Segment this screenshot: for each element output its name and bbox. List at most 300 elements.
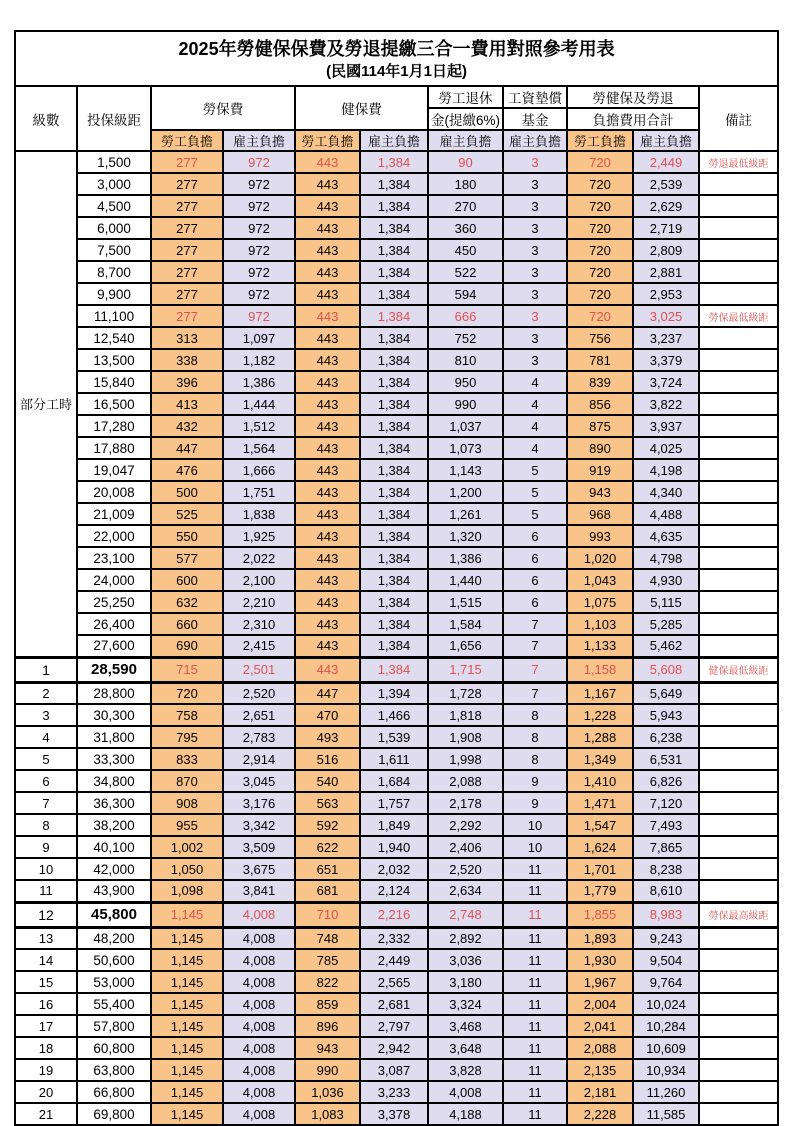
table-row [15,993,778,1015]
health-employer-cell: 1,384 [360,371,428,393]
labor-employee-cell: 758 [151,704,223,726]
bracket-cell: 4,500 [77,195,151,217]
table-row [15,927,778,949]
level-cell: 16 [15,993,77,1015]
level-cell: 20 [15,1081,77,1103]
health-employer-cell: 1,384 [360,217,428,239]
wage-fund-employer-cell: 5 [503,459,567,481]
wage-fund-employer-cell: 9 [503,770,567,792]
remark-cell [699,1081,778,1103]
health-employer-cell: 1,384 [360,503,428,525]
labor-employer-cell: 4,008 [223,971,295,993]
health-employer-cell: 1,384 [360,613,428,635]
bracket-cell: 36,300 [77,792,151,814]
pension-employer-cell: 594 [428,283,503,305]
remark-cell [699,261,778,283]
labor-employer-cell: 4,008 [223,1103,295,1125]
page-subtitle: (民國114年1月1日起) [326,63,467,81]
health-employer-cell: 2,216 [360,902,428,927]
total-employer-cell: 4,025 [633,437,699,459]
level-cell: 12 [15,902,77,927]
table-row [15,547,778,569]
subheader-health-employer: 雇主負擔 [360,130,428,151]
remark-cell [699,217,778,239]
labor-employer-cell: 2,415 [223,635,295,657]
bracket-cell: 7,500 [77,239,151,261]
labor-employer-cell: 972 [223,239,295,261]
remark-cell [699,437,778,459]
total-employer-cell: 2,881 [633,261,699,283]
wage-fund-employer-cell: 11 [503,902,567,927]
remark-cell [699,415,778,437]
health-employee-cell: 896 [295,1015,360,1037]
subheader-total-employer: 雇主負擔 [633,130,699,151]
wage-fund-employer-cell: 10 [503,814,567,836]
labor-employee-cell: 1,145 [151,971,223,993]
remark-cell [699,503,778,525]
total-employer-cell: 7,120 [633,792,699,814]
wage-fund-employer-cell: 6 [503,525,567,547]
pension-employer-cell: 2,748 [428,902,503,927]
pension-employer-cell: 1,818 [428,704,503,726]
labor-employee-cell: 955 [151,814,223,836]
total-employer-cell: 4,198 [633,459,699,481]
labor-employer-cell: 2,783 [223,726,295,748]
col-header-wage-fund-line2: 基金 [503,108,567,130]
wage-fund-employer-cell: 8 [503,704,567,726]
remark-cell [699,704,778,726]
wage-fund-employer-cell: 11 [503,880,567,902]
total-employer-cell: 2,953 [633,283,699,305]
health-employer-cell: 2,942 [360,1037,428,1059]
pension-employer-cell: 1,386 [428,547,503,569]
pension-employer-cell: 810 [428,349,503,371]
labor-employer-cell: 4,008 [223,1037,295,1059]
table-row [15,1015,778,1037]
labor-employer-cell: 1,512 [223,415,295,437]
health-employer-cell: 1,384 [360,261,428,283]
labor-employee-cell: 1,145 [151,902,223,927]
labor-employer-cell: 1,564 [223,437,295,459]
pension-employer-cell: 1,998 [428,748,503,770]
labor-employee-cell: 715 [151,657,223,682]
total-employer-cell: 2,539 [633,173,699,195]
health-employer-cell: 1,384 [360,437,428,459]
labor-employer-cell: 2,022 [223,547,295,569]
pension-employer-cell: 3,180 [428,971,503,993]
health-employee-cell: 785 [295,949,360,971]
bracket-cell: 3,000 [77,173,151,195]
col-header-remark: 備註 [699,86,778,151]
table-row [15,949,778,971]
remark-cell [699,349,778,371]
health-employer-cell: 2,332 [360,927,428,949]
health-employer-cell: 1,466 [360,704,428,726]
table-row [15,1059,778,1081]
health-employee-cell: 443 [295,195,360,217]
level-cell: 7 [15,792,77,814]
health-employee-cell: 710 [295,902,360,927]
labor-employee-cell: 1,098 [151,880,223,902]
health-employer-cell: 1,384 [360,525,428,547]
wage-fund-employer-cell: 11 [503,927,567,949]
pension-employer-cell: 270 [428,195,503,217]
labor-employee-cell: 413 [151,393,223,415]
health-employee-cell: 443 [295,613,360,635]
col-header-total-line2: 負擔費用合計 [567,108,699,130]
remark-cell: 勞保最高級距 [699,902,778,927]
health-employer-cell: 2,681 [360,993,428,1015]
total-employer-cell: 2,629 [633,195,699,217]
bracket-cell: 17,280 [77,415,151,437]
pension-employer-cell: 522 [428,261,503,283]
labor-employee-cell: 1,145 [151,1015,223,1037]
labor-employee-cell: 795 [151,726,223,748]
total-employee-cell: 1,158 [567,657,633,682]
bracket-cell: 63,800 [77,1059,151,1081]
labor-employee-cell: 577 [151,547,223,569]
total-employer-cell: 6,826 [633,770,699,792]
remark-cell [699,726,778,748]
health-employer-cell: 1,384 [360,173,428,195]
level-cell-part-time: 部分工時 [15,151,77,657]
labor-employer-cell: 1,751 [223,481,295,503]
subheader-labor-employer: 雇主負擔 [223,130,295,151]
table-row [15,836,778,858]
table-row [15,283,778,305]
table-row [15,1081,778,1103]
labor-employee-cell: 690 [151,635,223,657]
table-row [15,682,778,704]
wage-fund-employer-cell: 3 [503,261,567,283]
bracket-cell: 57,800 [77,1015,151,1037]
table-row [15,327,778,349]
pension-employer-cell: 180 [428,173,503,195]
wage-fund-employer-cell: 7 [503,682,567,704]
health-employer-cell: 1,757 [360,792,428,814]
bracket-cell: 6,000 [77,217,151,239]
bracket-cell: 21,009 [77,503,151,525]
bracket-cell: 13,500 [77,349,151,371]
total-employee-cell: 993 [567,525,633,547]
labor-employer-cell: 972 [223,151,295,173]
labor-employer-cell: 4,008 [223,949,295,971]
total-employer-cell: 10,934 [633,1059,699,1081]
bracket-cell: 42,000 [77,858,151,880]
total-employee-cell: 1,167 [567,682,633,704]
col-header-wage-fund-line1: 工資墊償 [503,86,567,108]
bracket-cell: 23,100 [77,547,151,569]
labor-employee-cell: 908 [151,792,223,814]
pension-employer-cell: 1,037 [428,415,503,437]
health-employer-cell: 1,384 [360,393,428,415]
remark-cell [699,591,778,613]
page-title: 2025年勞健保保費及勞退提繳三合一費用對照參考用表 [178,39,615,60]
labor-employer-cell: 972 [223,217,295,239]
labor-employee-cell: 600 [151,569,223,591]
pension-employer-cell: 666 [428,305,503,327]
total-employer-cell: 3,237 [633,327,699,349]
total-employee-cell: 720 [567,217,633,239]
health-employee-cell: 990 [295,1059,360,1081]
bracket-cell: 1,500 [77,151,151,173]
health-employee-cell: 443 [295,217,360,239]
labor-employee-cell: 396 [151,371,223,393]
remark-cell [699,239,778,261]
pension-employer-cell: 3,036 [428,949,503,971]
table-row [15,591,778,613]
wage-fund-employer-cell: 3 [503,239,567,261]
bracket-cell: 28,800 [77,682,151,704]
wage-fund-employer-cell: 8 [503,726,567,748]
total-employee-cell: 2,181 [567,1081,633,1103]
remark-cell [699,993,778,1015]
subheader-pension-employer: 雇主負擔 [428,130,503,151]
labor-employee-cell: 277 [151,305,223,327]
health-employer-cell: 1,384 [360,349,428,371]
wage-fund-employer-cell: 7 [503,657,567,682]
wage-fund-employer-cell: 7 [503,635,567,657]
health-employee-cell: 443 [295,173,360,195]
remark-cell [699,195,778,217]
table-row [15,613,778,635]
total-employee-cell: 1,288 [567,726,633,748]
total-employer-cell: 11,260 [633,1081,699,1103]
wage-fund-employer-cell: 4 [503,437,567,459]
bracket-cell: 55,400 [77,993,151,1015]
health-employee-cell: 443 [295,261,360,283]
health-employee-cell: 622 [295,836,360,858]
labor-employee-cell: 1,002 [151,836,223,858]
total-employee-cell: 720 [567,239,633,261]
bracket-cell: 19,047 [77,459,151,481]
total-employee-cell: 1,701 [567,858,633,880]
bracket-cell: 16,500 [77,393,151,415]
pension-employer-cell: 1,200 [428,481,503,503]
labor-employer-cell: 4,008 [223,1081,295,1103]
level-cell: 1 [15,657,77,682]
labor-employee-cell: 1,145 [151,1059,223,1081]
level-cell: 15 [15,971,77,993]
total-employer-cell: 8,610 [633,880,699,902]
wage-fund-employer-cell: 3 [503,327,567,349]
col-header-pension-line1: 勞工退休 [428,86,503,108]
pension-employer-cell: 1,440 [428,569,503,591]
bracket-cell: 66,800 [77,1081,151,1103]
health-employee-cell: 443 [295,393,360,415]
subheader-labor-employee: 勞工負擔 [151,130,223,151]
health-employee-cell: 443 [295,569,360,591]
labor-employer-cell: 1,666 [223,459,295,481]
table-row [15,371,778,393]
pension-employer-cell: 2,406 [428,836,503,858]
health-employee-cell: 443 [295,349,360,371]
remark-cell [699,927,778,949]
remark-cell [699,682,778,704]
bracket-cell: 15,840 [77,371,151,393]
bracket-cell: 20,008 [77,481,151,503]
labor-employer-cell: 4,008 [223,1015,295,1037]
level-cell: 14 [15,949,77,971]
health-employee-cell: 563 [295,792,360,814]
remark-cell [699,880,778,902]
labor-employer-cell: 3,675 [223,858,295,880]
remark-cell [699,971,778,993]
labor-employee-cell: 277 [151,217,223,239]
health-employer-cell: 1,384 [360,547,428,569]
labor-employer-cell: 1,097 [223,327,295,349]
bracket-cell: 27,600 [77,635,151,657]
total-employer-cell: 8,238 [633,858,699,880]
remark-cell: 健保最低級距 [699,657,778,682]
pension-employer-cell: 1,728 [428,682,503,704]
bracket-cell: 69,800 [77,1103,151,1125]
health-employee-cell: 443 [295,371,360,393]
health-employee-cell: 443 [295,327,360,349]
total-employer-cell: 5,115 [633,591,699,613]
pension-employer-cell: 2,292 [428,814,503,836]
health-employer-cell: 1,940 [360,836,428,858]
health-employer-cell: 2,032 [360,858,428,880]
health-employer-cell: 1,684 [360,770,428,792]
table-row [15,261,778,283]
table-row [15,239,778,261]
labor-employee-cell: 550 [151,525,223,547]
health-employee-cell: 443 [295,283,360,305]
col-header-health-insurance: 健保費 [295,86,428,130]
labor-employee-cell: 277 [151,283,223,305]
wage-fund-employer-cell: 11 [503,993,567,1015]
labor-employee-cell: 447 [151,437,223,459]
total-employer-cell: 9,764 [633,971,699,993]
total-employer-cell: 3,937 [633,415,699,437]
labor-employer-cell: 972 [223,173,295,195]
table-row [15,792,778,814]
bracket-cell: 24,000 [77,569,151,591]
health-employer-cell: 2,797 [360,1015,428,1037]
subheader-wage-fund-employer: 雇主負擔 [503,130,567,151]
remark-cell [699,1015,778,1037]
total-employee-cell: 720 [567,261,633,283]
bracket-cell: 30,300 [77,704,151,726]
level-cell: 5 [15,748,77,770]
bracket-cell: 48,200 [77,927,151,949]
wage-fund-employer-cell: 6 [503,591,567,613]
total-employee-cell: 1,020 [567,547,633,569]
total-employee-cell: 1,547 [567,814,633,836]
total-employer-cell: 4,930 [633,569,699,591]
remark-cell [699,371,778,393]
health-employee-cell: 1,083 [295,1103,360,1125]
total-employee-cell: 2,041 [567,1015,633,1037]
table-row [15,151,778,173]
level-cell: 9 [15,836,77,858]
health-employer-cell: 1,384 [360,327,428,349]
health-employee-cell: 748 [295,927,360,949]
total-employer-cell: 5,462 [633,635,699,657]
total-employer-cell: 10,609 [633,1037,699,1059]
health-employee-cell: 443 [295,635,360,657]
labor-employer-cell: 1,838 [223,503,295,525]
total-employee-cell: 1,349 [567,748,633,770]
labor-employee-cell: 277 [151,173,223,195]
table-row [15,704,778,726]
table-row [15,217,778,239]
wage-fund-employer-cell: 6 [503,569,567,591]
table-row [15,459,778,481]
bracket-cell: 50,600 [77,949,151,971]
total-employee-cell: 968 [567,503,633,525]
health-employee-cell: 822 [295,971,360,993]
remark-cell [699,814,778,836]
health-employee-cell: 516 [295,748,360,770]
health-employee-cell: 443 [295,591,360,613]
health-employer-cell: 3,087 [360,1059,428,1081]
total-employee-cell: 2,004 [567,993,633,1015]
health-employee-cell: 443 [295,151,360,173]
wage-fund-employer-cell: 5 [503,503,567,525]
level-cell: 10 [15,858,77,880]
total-employer-cell: 4,340 [633,481,699,503]
bracket-cell: 11,100 [77,305,151,327]
total-employee-cell: 720 [567,305,633,327]
total-employee-cell: 856 [567,393,633,415]
total-employee-cell: 1,855 [567,902,633,927]
labor-employer-cell: 2,520 [223,682,295,704]
health-employer-cell: 1,384 [360,459,428,481]
wage-fund-employer-cell: 11 [503,1103,567,1125]
total-employee-cell: 720 [567,283,633,305]
bracket-cell: 22,000 [77,525,151,547]
labor-employer-cell: 2,100 [223,569,295,591]
health-employee-cell: 443 [295,503,360,525]
table-row [15,437,778,459]
total-employee-cell: 2,088 [567,1037,633,1059]
bracket-cell: 40,100 [77,836,151,858]
labor-employer-cell: 3,045 [223,770,295,792]
labor-employee-cell: 500 [151,481,223,503]
total-employer-cell: 2,449 [633,151,699,173]
health-employer-cell: 1,384 [360,151,428,173]
remark-cell [699,283,778,305]
labor-employer-cell: 2,310 [223,613,295,635]
labor-employer-cell: 1,925 [223,525,295,547]
total-employee-cell: 943 [567,481,633,503]
table-row [15,1037,778,1059]
total-employer-cell: 9,504 [633,949,699,971]
labor-employee-cell: 720 [151,682,223,704]
table-row [15,349,778,371]
remark-cell [699,569,778,591]
col-header-level: 級數 [15,86,77,151]
bracket-cell: 34,800 [77,770,151,792]
bracket-cell: 8,700 [77,261,151,283]
remark-cell [699,635,778,657]
health-employer-cell: 1,384 [360,283,428,305]
pension-employer-cell: 1,656 [428,635,503,657]
remark-cell [699,770,778,792]
total-employee-cell: 720 [567,173,633,195]
total-employee-cell: 720 [567,195,633,217]
wage-fund-employer-cell: 4 [503,371,567,393]
wage-fund-employer-cell: 11 [503,1037,567,1059]
remark-cell [699,459,778,481]
total-employee-cell: 1,410 [567,770,633,792]
total-employer-cell: 3,724 [633,371,699,393]
wage-fund-employer-cell: 3 [503,349,567,371]
pension-employer-cell: 1,715 [428,657,503,682]
remark-cell [699,1059,778,1081]
